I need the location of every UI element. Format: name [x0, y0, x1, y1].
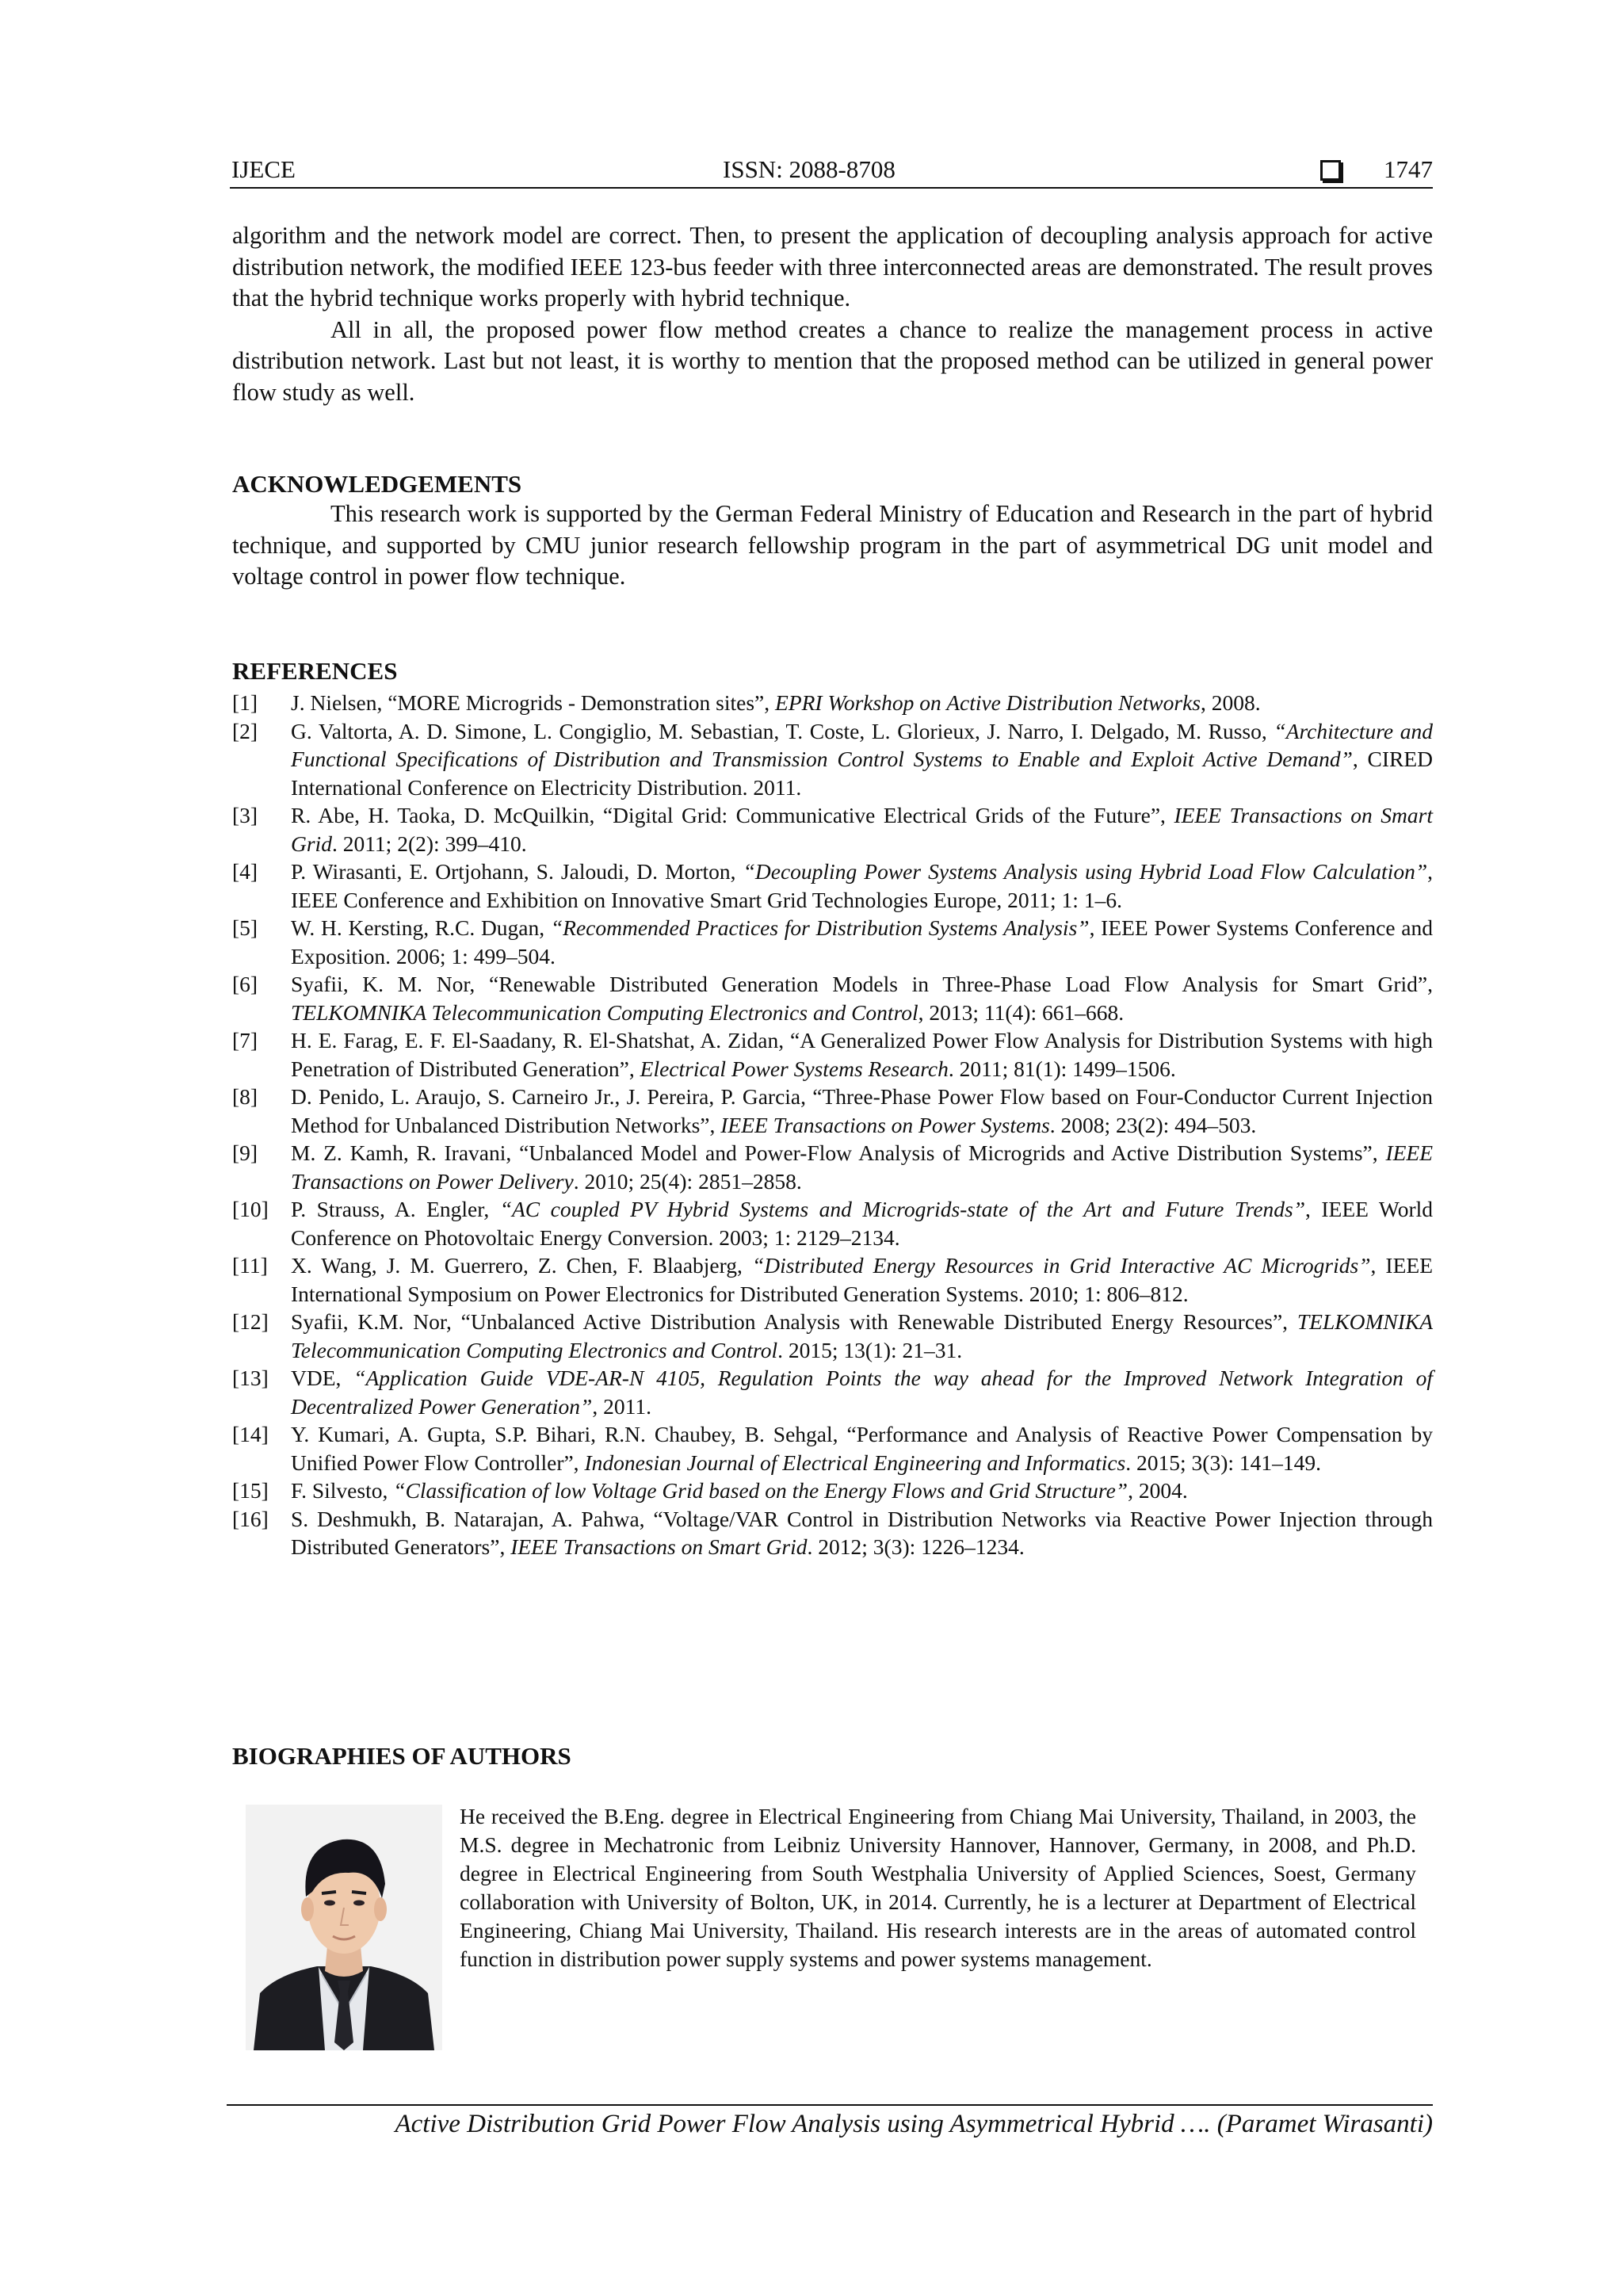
acknowledgements-section [232, 499, 1433, 593]
reference-italic-text: IEEE Transactions on Smart Grid [291, 803, 1434, 856]
reference-tail-text: . 2012; 3(3): 1226–1234. [807, 1534, 1025, 1559]
reference-authors-text: P. Strauss, A. Engler, [291, 1197, 500, 1221]
reference-authors-text: R. Abe, H. Taoka, D. McQuilkin, “Digital Grid: Communicative Electrical Grids of the Future”, [291, 803, 1174, 827]
reference-item [232, 858, 1433, 914]
reference-tail-text: , CIRED International Conference on Electricity Distribution. 2011. [291, 747, 1434, 800]
reference-authors-text: X. Wang, J. M. Guerrero, Z. Chen, F. Blaabjerg, [291, 1253, 752, 1278]
reference-number: [3] [232, 803, 258, 827]
issn: ISSN: 2088-8708 [723, 155, 896, 183]
page-box-icon [1320, 160, 1341, 181]
reference-tail-text: , IEEE International Symposium on Power Electronics for Distributed Generation Systems. 2010; 1: 806–812. [291, 1253, 1433, 1306]
reference-italic-text: “Distributed Energy Resources in Grid Interactive AC Microgrids” [751, 1253, 1371, 1278]
reference-item [232, 1026, 1433, 1083]
reference-authors-text: Syafii, K. M. Nor, “Renewable Distributed Generation Models in Three-Phase Load Flow Analysis for Smart Grid”, [291, 972, 1433, 996]
reference-authors-text: W. H. Kersting, R.C. Dugan, [291, 915, 551, 940]
reference-tail-text: , 2011. [592, 1393, 651, 1419]
author-photo [246, 1805, 442, 2050]
reference-italic-text: “Architecture and Functional Specifications of Distribution and Transmission Control Systems to Enable and Exploit Active Demand” [291, 718, 1433, 771]
reference-tail-text: . 2008; 23(2): 494–503. [1049, 1112, 1257, 1137]
acknowledgements-text: This research work is supported by the German Federal Ministry of Education and Research in the part of hybrid technique, and supported by CMU junior research fellowship program in the part of asymmetrical DG unit model and voltage control in power flow technique. [232, 500, 1433, 590]
reference-item [232, 801, 1433, 858]
reference-italic-text: TELKOMNIKA Telecommunication Computing Electronics and Control [291, 1309, 1433, 1362]
reference-authors-text: D. Penido, L. Araujo, S. Carneiro Jr., J. Pereira, P. Garcia, “Three-Phase Power Flow based on Four-Conductor Current Injection Method for Unbalanced Distribution Networks”, [291, 1084, 1433, 1137]
reference-tail-text: . 2011; 81(1): 1499–1506. [948, 1056, 1176, 1081]
reference-item [232, 1420, 1433, 1477]
reference-tail-text: , 2008. [1201, 690, 1261, 715]
reference-number: [15] [232, 1478, 269, 1503]
reference-item [232, 914, 1433, 970]
reference-number: [12] [232, 1309, 269, 1334]
reference-italic-text: “Application Guide VDE-AR-N 4105, Regulation Points the way ahead for the Improved Network Integration of Decentralized Power Generation” [291, 1366, 1433, 1419]
reference-number: [6] [232, 972, 258, 996]
reference-authors-text: G. Valtorta, A. D. Simone, L. Congiglio, M. Sebastian, T. Coste, L. Glorieux, J. Narro, I. Delgado, M. Russo, [291, 718, 1274, 743]
reference-tail-text: , IEEE Power Systems Conference and Exposition. 2006; 1: 499–504. [291, 915, 1433, 968]
page-number: 1747 [1384, 155, 1433, 183]
reference-number: [11] [232, 1253, 268, 1278]
reference-item [232, 1251, 1433, 1308]
reference-authors-text: Syafii, K.M. Nor, “Unbalanced Active Distribution Analysis with Renewable Distributed Energy Resources”, [291, 1309, 1297, 1334]
reference-number: [1] [232, 690, 258, 715]
reference-number: [10] [232, 1197, 269, 1221]
reference-authors-text: J. Nielsen, “MORE Microgrids - Demonstration sites”, [291, 690, 776, 715]
reference-item [232, 970, 1433, 1026]
intro-paragraph-1: algorithm and the network model are correct. Then, to present the application of decoupling analysis approach for active distribution network, the modified IEEE 123-bus feeder with three interconnected areas are demonstrated. The result proves that the hybrid technique works properly with hybrid technique. [232, 222, 1433, 311]
reference-item [232, 689, 1433, 717]
references-heading: REFERENCES [232, 657, 398, 685]
reference-italic-text: “Classification of low Voltage Grid based on the Energy Flows and Grid Structure” [393, 1478, 1128, 1503]
reference-tail-text: , 2013; 11(4): 661–668. [918, 999, 1125, 1025]
reference-number: [14] [232, 1422, 269, 1446]
reference-item [232, 1477, 1433, 1505]
acknowledgements-heading: ACKNOWLEDGEMENTS [232, 470, 522, 498]
biographies-heading: BIOGRAPHIES OF AUTHORS [232, 1742, 571, 1770]
reference-authors-text: S. Deshmukh, B. Natarajan, A. Pahwa, “Voltage/VAR Control in Distribution Networks via Reactive Power Injection through Distributed Generators”, [291, 1506, 1433, 1559]
reference-item [232, 1505, 1433, 1561]
reference-tail-text: , 2004. [1128, 1478, 1188, 1503]
reference-italic-text: IEEE Transactions on Smart Grid [510, 1534, 808, 1559]
reference-number: [4] [232, 859, 258, 884]
reference-number: [8] [232, 1084, 258, 1109]
reference-item [232, 1364, 1433, 1420]
reference-authors-text: H. E. Farag, E. F. El-Saadany, R. El-Shatshat, A. Zidan, “A Generalized Power Flow Analysis for Distribution Systems with high Penetration of Distributed Generation”, [291, 1028, 1433, 1081]
reference-tail-text: . 2015; 3(3): 141–149. [1125, 1450, 1321, 1475]
reference-tail-text: . 2010; 25(4): 2851–2858. [573, 1168, 802, 1194]
page-header [231, 155, 1433, 187]
reference-authors-text: M. Z. Kamh, R. Iravani, “Unbalanced Model and Power-Flow Analysis of Microgrids and Active Distribution Systems”, [291, 1140, 1386, 1165]
header-divider [230, 187, 1433, 189]
footer-divider [227, 2104, 1433, 2106]
running-title: Active Distribution Grid Power Flow Analysis using Asymmetrical Hybrid …. (Paramet Wirasanti) [395, 2110, 1433, 2138]
intro-section [232, 220, 1433, 408]
reference-authors-text: F. Silvesto, [291, 1478, 394, 1503]
reference-italic-text: Indonesian Journal of Electrical Engineering and Informatics [584, 1450, 1126, 1475]
reference-item [232, 1083, 1433, 1139]
reference-number: [9] [232, 1140, 258, 1165]
reference-number: [13] [232, 1366, 269, 1390]
reference-tail-text: , IEEE Conference and Exhibition on Innovative Smart Grid Technologies Europe, 2011; 1: 1–6. [291, 859, 1433, 912]
reference-number: [5] [232, 915, 258, 940]
reference-italic-text: “AC coupled PV Hybrid Systems and Microgrids-state of the Art and Future Trends” [499, 1197, 1306, 1221]
reference-italic-text: Electrical Power Systems Research [640, 1056, 949, 1081]
reference-item [232, 717, 1433, 802]
reference-italic-text: IEEE Transactions on Power Systems [720, 1112, 1050, 1137]
reference-item [232, 1139, 1433, 1195]
intro-paragraph-2: All in all, the proposed power flow method creates a chance to realize the management process in active distribution network. Last but not least, it is worthy to mention that the proposed method can be utilized in general power flow study as well. [232, 315, 1433, 406]
reference-item [232, 1308, 1433, 1364]
reference-italic-text: EPRI Workshop on Active Distribution Networks [775, 690, 1201, 715]
reference-number: [7] [232, 1028, 258, 1052]
reference-number: [16] [232, 1506, 269, 1531]
reference-italic-text: IEEE Transactions on Power Delivery [291, 1140, 1433, 1194]
reference-authors-text: VDE, [291, 1366, 354, 1390]
references-list [232, 689, 1433, 1561]
reference-authors-text: Y. Kumari, A. Gupta, S.P. Bihari, R.N. Chaubey, B. Sehgal, “Performance and Analysis of Reactive Power Compensation by Unified Power Flow Controller”, [291, 1422, 1433, 1475]
reference-tail-text: , IEEE World Conference on Photovoltaic Energy Conversion. 2003; 1: 2129–2134. [291, 1197, 1433, 1250]
author-biography: He received the B.Eng. degree in Electrical Engineering from Chiang Mai University, Thailand, in 2003, the M.S. degree in Mechatronic from Leibniz University Hannover, Hannover, Germany, in 2008, and Ph.D. degree in Electrical Engineering from South Westphalia University of Applied Sciences, Soest, Germany collaboration with University of Bolton, UK, in 2014. Currently, he is a lecturer at Department of Electrical Engineering, Chiang Mai University, Thailand. His research interests are in the areas of automated control function in distribution power supply systems and power systems management. [460, 1804, 1416, 1971]
reference-tail-text: . 2015; 13(1): 21–31. [777, 1337, 963, 1362]
reference-italic-text: TELKOMNIKA Telecommunication Computing Electronics and Control [291, 999, 918, 1025]
reference-item [232, 1195, 1433, 1251]
reference-number: [2] [232, 718, 258, 743]
reference-authors-text: P. Wirasanti, E. Ortjohann, S. Jaloudi, D. Morton, [291, 859, 743, 884]
journal-name: IJECE [231, 155, 296, 183]
reference-italic-text: “Decoupling Power Systems Analysis using Hybrid Load Flow Calculation” [743, 859, 1428, 884]
reference-italic-text: “Recommended Practices for Distribution Systems Analysis” [550, 915, 1090, 940]
reference-tail-text: . 2011; 2(2): 399–410. [331, 831, 527, 856]
